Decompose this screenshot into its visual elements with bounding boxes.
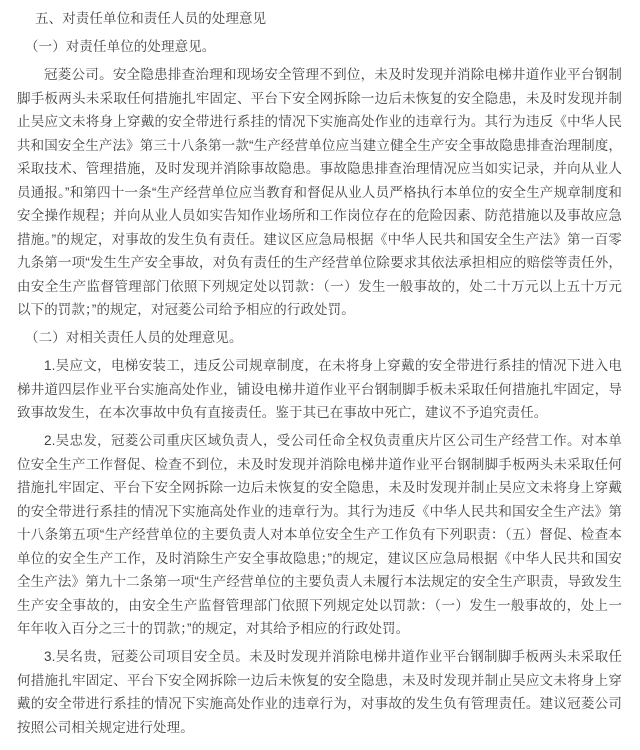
paragraph-person-2-wu-zhongfa: 2.吴忠发，冠菱公司重庆区域负责人，受公司任命全权负责重庆片区公司生产经营工作。对本单位安全生产工作督促、检查不到位，未及时发现并消除电梯井道作业平台钢制脚手板两头未采取任何措施扎牢固定、平台下安全网拆除一边后未恢复的安全隐患，未及时发现并制止吴应文未将身上穿戴的安全带进行系挂的情况下实施高处作业的违章行为。其行为违反《中华人民共和国安全生产法》第十八条第五项“生产经营单位的主要负责人对本单位安全生产工作负有下列职责：（五）督促、检查本单位的安全生产工作，及时消除生产安全事故隐患；”的规定，建议区应急局根据《中华人民共和国安全生产法》第九十二条第一项“生产经营单位的主要负责人未履行本法规定的安全生产职责，导致发生生产安全事故的，由安全生产监督管理部门依照下列规定处以罚款：（一）发生一般事故的，处上一年年收入百分之三十的罚款；”的规定，对其给予相应的行政处罚。 xyxy=(17,433,622,636)
subsection-heading-responsible-persons: （二）对相关责任人员的处理意见。 xyxy=(25,330,243,345)
section-title: 五、对责任单位和责任人员的处理意见 xyxy=(35,11,267,26)
subsection-heading-responsible-unit: （一）对责任单位的处理意见。 xyxy=(25,39,216,54)
paragraph-person-1-wu-yingwen: 1.吴应文，电梯安装工，违反公司规章制度，在未将身上穿戴的安全带进行系挂的情况下进入电梯井道四层作业平台实施高处作业，铺设电梯井道作业平台钢制脚手板未采取任何措施扎牢固定，导致事故发生，在本次事故中负有直接责任。鉴于其已在事故中死亡，建议不予追究责任。 xyxy=(17,358,622,420)
paragraph-person-3-wu-minggui: 3.吴名贵，冠菱公司项目安全员。未及时发现并消除电梯井道作业平台钢制脚手板两头未采取任何措施扎牢固定、平台下安全网拆除一边后未恢复的安全隐患，未及时发现并制止吴应文未将身上穿戴的安全带进行系挂的情况下实施高处作业的违章行为，对事故的发生负有管理责任。建议冠菱公司按照公司相关规定进行处理。 xyxy=(17,649,622,735)
paragraph-unit-handling-opinion: 冠菱公司。安全隐患排查治理和现场安全管理不到位，未及时发现并消除电梯井道作业平台钢制脚手板两头未采取任何措施扎牢固定、平台下安全网拆除一边后未恢复的安全隐患，未及时发现并制止吴应文未将身上穿戴的安全带进行系挂的情况下实施高处作业的违章行为。其行为违反《中华人民共和国安全生产法》第三十八条第一款“生产经营单位应当建立健全生产安全事故隐患排查治理制度，采取技术、管理措施，及时发现并消除事故隐患。事故隐患排查治理情况应当如实记录，并向从业人员通报。”和第四十一条“生产经营单位应当教育和督促从业人员严格执行本单位的安全生产规章制度和安全操作规程；并向从业人员如实告知作业场所和工作岗位存在的危险因素、防范措施以及事故应急措施。”的规定，对事故的发生负有责任。建议区应急局根据《中华人民共和国安全生产法》第一百零九条第一项“发生生产安全事故，对负有责任的生产经营单位除要求其依法承担相应的赔偿等责任外，由安全生产监督管理部门依照下列规定处以罚款：（一）发生一般事故的，处二十万元以上五十万元以下的罚款；”的规定，对冠菱公司给予相应的行政处罚。 xyxy=(17,67,622,317)
